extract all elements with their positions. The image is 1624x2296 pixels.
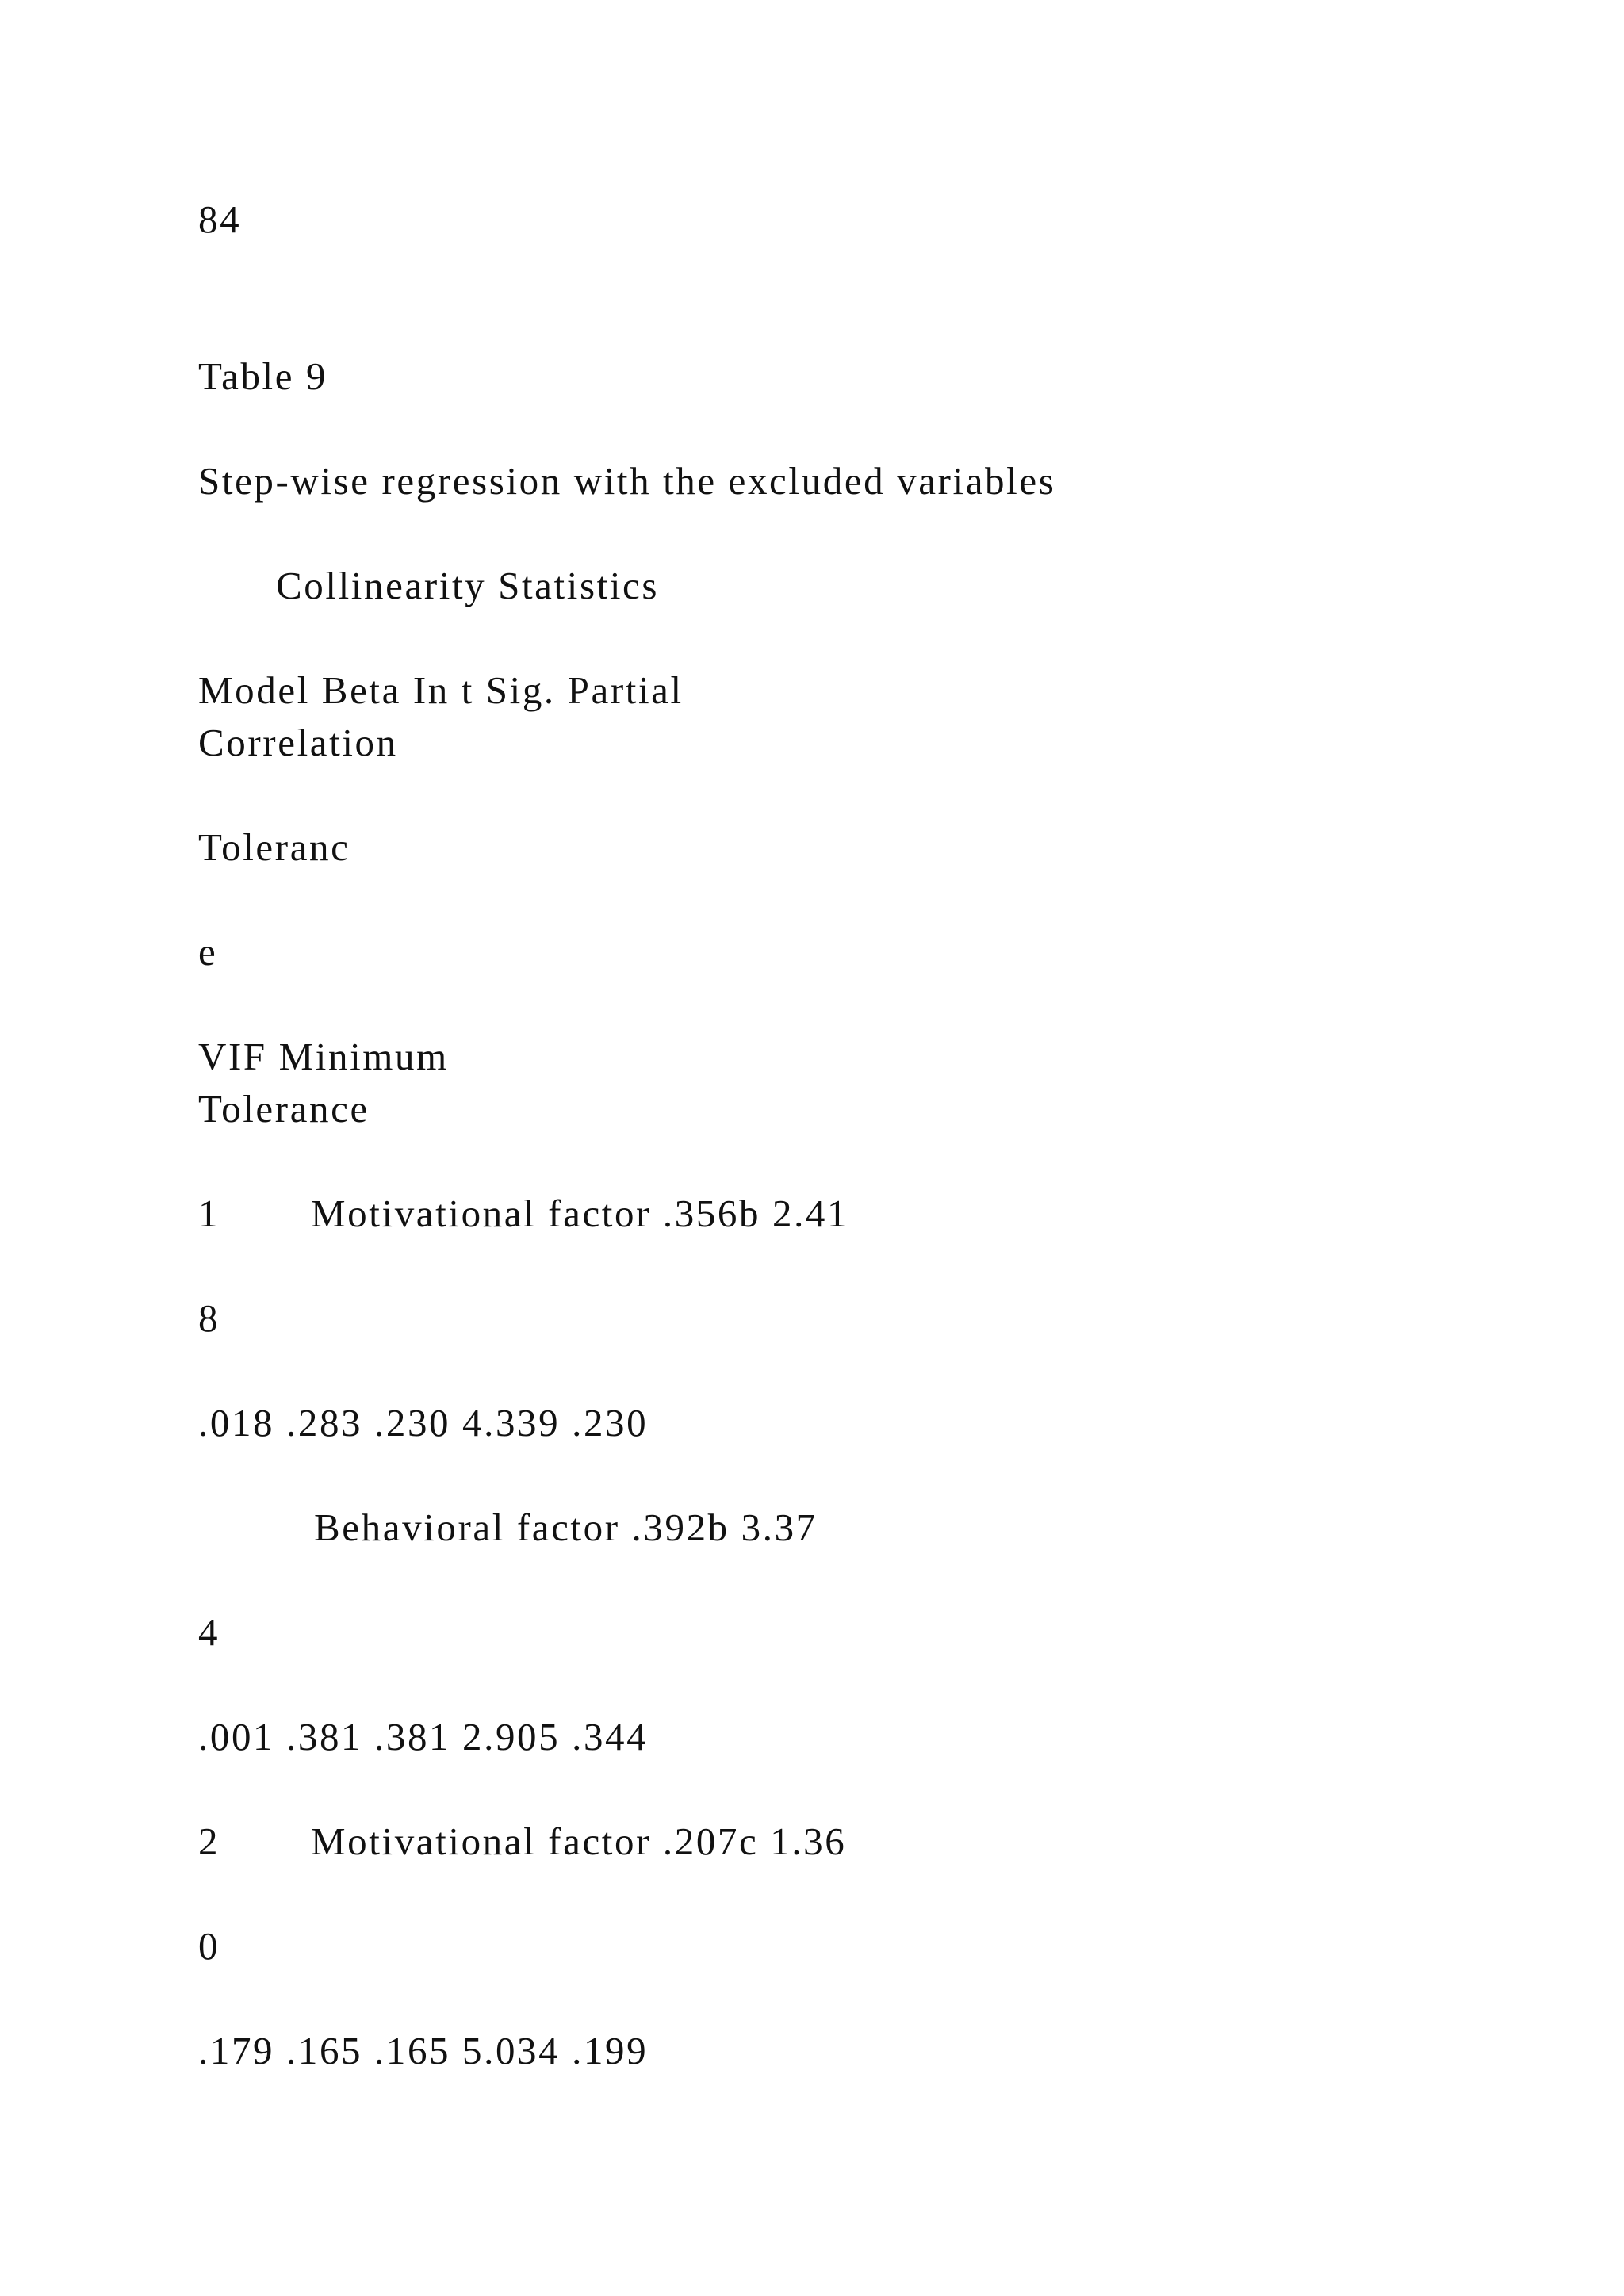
table-label: Table 9 [198, 354, 328, 398]
table-row-label-line: Motivational factor .356b 2.41 [311, 1192, 849, 1235]
column-header-tolerance-part-2: e [198, 930, 218, 974]
table-row-stats: .001 .381 .381 2.905 .344 [198, 1715, 649, 1758]
table-row-stats: .179 .165 .165 5.034 .199 [198, 2029, 649, 2072]
table-row-wrap: 0 [198, 1924, 220, 1968]
column-header-vif-line-1: VIF Minimum [198, 1035, 449, 1078]
table-title: Step-wise regression with the excluded variables [198, 459, 1056, 503]
column-header-line-1: Model Beta In t Sig. Partial [198, 668, 684, 712]
table-row-wrap: 8 [198, 1296, 220, 1340]
collinearity-group-header: Collinearity Statistics [276, 564, 660, 607]
table-row-wrap: 4 [198, 1610, 220, 1654]
table-row-stats: .018 .283 .230 4.339 .230 [198, 1401, 649, 1445]
table-row-label-line: Behavioral factor .392b 3.37 [314, 1506, 818, 1549]
column-header-line-2: Correlation [198, 721, 398, 764]
table-row-model-number: 1 [198, 1192, 220, 1235]
table-row-label-line: Motivational factor .207c 1.36 [311, 1820, 847, 1863]
column-header-vif-line-2: Tolerance [198, 1087, 370, 1131]
table-row-model-number: 2 [198, 1820, 220, 1863]
page-number: 84 [198, 197, 242, 241]
column-header-tolerance-part-1: Toleranc [198, 825, 350, 869]
